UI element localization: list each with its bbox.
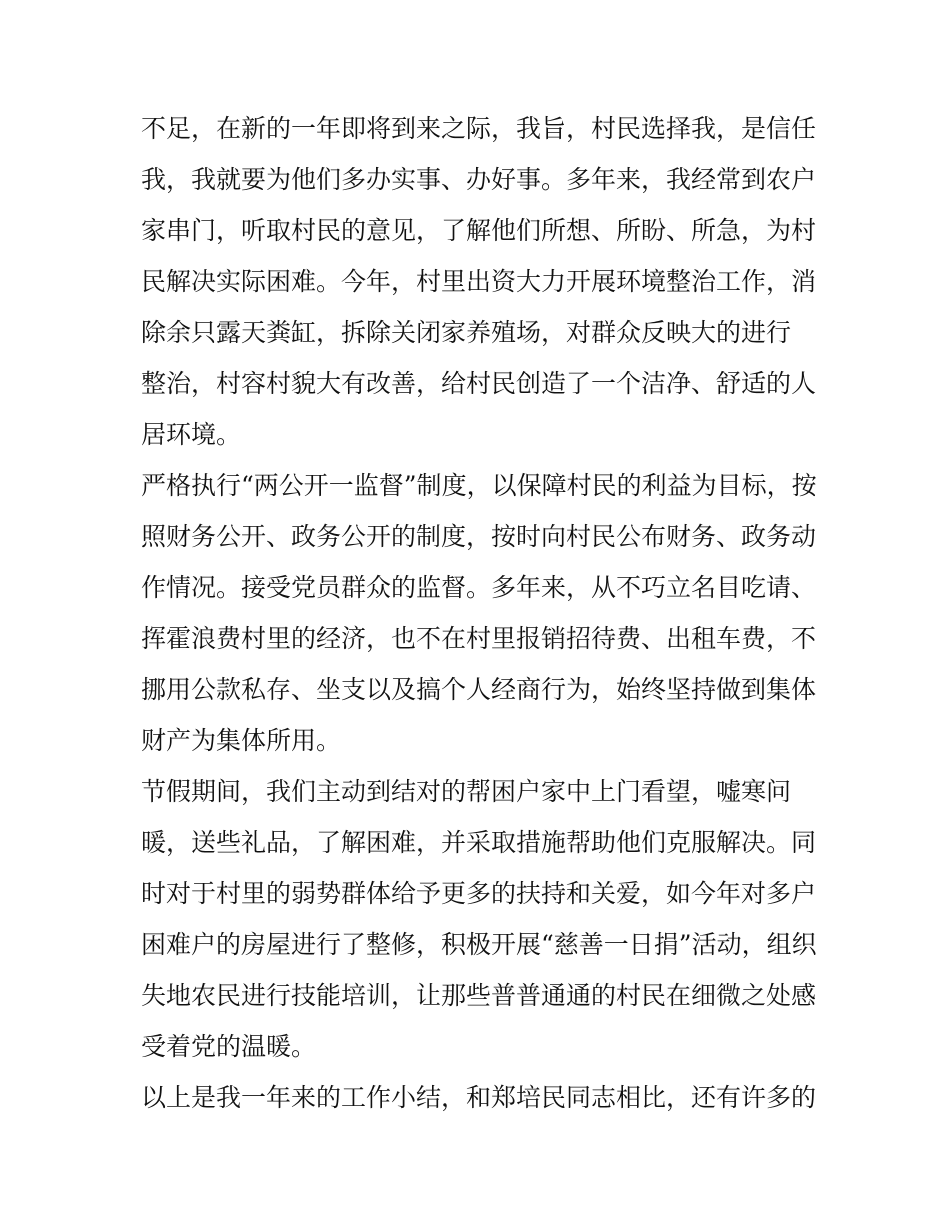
text-line: 受着党的温暖。 [141, 1032, 317, 1061]
text-line: 家串门，听取村民的意见，了解他们所想、所盼、所急，为村 [141, 216, 817, 245]
paragraph-1 [141, 103, 816, 460]
paragraph-2 [141, 460, 816, 766]
text-line: 民解决实际困难。今年，村里出资大力开展环境整治工作，消 [141, 267, 817, 296]
text-line: 以上是我一年来的工作小结，和郑培民同志相比，还有许多的 [141, 1083, 817, 1112]
text-line: 挪用公款私存、坐支以及搞个人经商行为，始终坚持做到集体 [141, 675, 817, 704]
text-line: 财产为集体所用。 [141, 726, 342, 755]
text-line: 挥霍浪费村里的经济，也不在村里报销招待费、出租车费，不 [141, 624, 817, 653]
text-line: 时对于村里的弱势群体给予更多的扶持和关爱，如今年对多户 [141, 879, 817, 908]
text-line: 居环境。 [141, 420, 242, 449]
text-line: 困难户的房屋进行了整修，积极开展“慈善一日捐”活动，组织 [141, 930, 817, 959]
document-body [141, 103, 816, 1123]
text-line: 我，我就要为他们多办实事、办好事。多年来，我经常到农户 [141, 165, 817, 194]
paragraph-3 [141, 766, 816, 1072]
text-line: 失地农民进行技能培训，让那些普普通通的村民在细微之处感 [141, 981, 817, 1010]
text-line: 节假期间，我们主动到结对的帮困户家中上门看望，嘘寒问 [141, 777, 792, 806]
text-line: 照财务公开、政务公开的制度，按时向村民公布财务、政务动 [141, 522, 817, 551]
text-line: 除余只露天粪缸，拆除关闭家养殖场，对群众反映大的进行 [141, 318, 792, 347]
text-line: 整治，村容村貌大有改善，给村民创造了一个洁净、舒适的人 [141, 369, 817, 398]
text-line: 严格执行“两公开一监督”制度，以保障村民的利益为目标，按 [141, 471, 817, 500]
paragraph-4 [141, 1072, 816, 1123]
text-line: 作情况。接受党员群众的监督。多年来，从不巧立名目吃请、 [141, 573, 817, 602]
text-line: 暖，送些礼品，了解困难，并采取措施帮助他们克服解决。同 [141, 828, 817, 857]
text-line: 不足，在新的一年即将到来之际，我旨，村民选择我，是信任 [141, 114, 817, 143]
